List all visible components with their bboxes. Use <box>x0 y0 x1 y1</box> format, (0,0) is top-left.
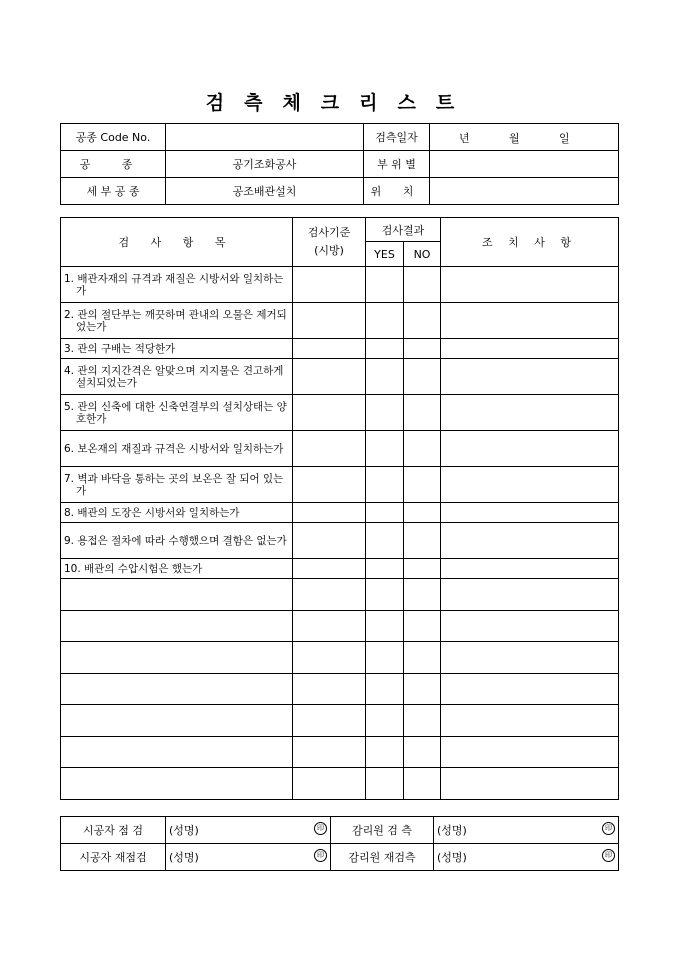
seal-icon: 印 <box>314 822 327 835</box>
date-month-label: 월 <box>509 132 520 145</box>
yes-checkbox[interactable] <box>366 736 404 768</box>
no-checkbox[interactable] <box>404 642 441 674</box>
action-cell[interactable] <box>441 610 619 642</box>
action-cell[interactable] <box>441 768 619 800</box>
col-header-standard-line2: (시방) <box>314 244 344 257</box>
yes-checkbox[interactable] <box>366 359 404 395</box>
yes-checkbox[interactable] <box>366 642 404 674</box>
check-item-text <box>61 673 293 705</box>
yes-checkbox[interactable] <box>366 705 404 737</box>
check-item-text <box>61 579 293 611</box>
action-cell[interactable] <box>441 673 619 705</box>
check-item-label: 7. 벽과 바닥을 통하는 곳의 보온은 잘 되어 있는가 <box>64 472 284 497</box>
yes-checkbox[interactable] <box>366 467 404 503</box>
checklist-row <box>61 610 619 642</box>
standard-cell[interactable] <box>293 642 366 674</box>
name-label: (성명) <box>169 851 199 864</box>
date-year-label: 년 <box>459 132 470 145</box>
yes-checkbox[interactable] <box>366 431 404 467</box>
standard-cell[interactable] <box>293 467 366 503</box>
seal-icon: 印 <box>602 822 615 835</box>
check-item-label: 3. 관의 구배는 적당한가 <box>64 342 176 355</box>
check-item-text <box>61 610 293 642</box>
no-checkbox[interactable] <box>404 673 441 705</box>
no-checkbox[interactable] <box>404 768 441 800</box>
standard-cell[interactable] <box>293 768 366 800</box>
action-cell[interactable] <box>441 359 619 395</box>
action-cell[interactable] <box>441 395 619 431</box>
work-code-field[interactable] <box>166 124 364 151</box>
check-item-label: 2. 관의 절단부는 깨끗하며 관내의 오물은 제거되었는가 <box>64 308 287 333</box>
yes-checkbox[interactable] <box>366 339 404 359</box>
standard-cell[interactable] <box>293 267 366 303</box>
action-cell[interactable] <box>441 339 619 359</box>
standard-cell[interactable] <box>293 705 366 737</box>
location-field[interactable] <box>430 178 619 205</box>
no-checkbox[interactable] <box>404 503 441 523</box>
standard-cell[interactable] <box>293 503 366 523</box>
no-checkbox[interactable] <box>404 339 441 359</box>
checklist-row <box>61 395 619 431</box>
col-header-standard <box>293 218 366 267</box>
col-header-action: 조 치 사 항 <box>441 218 619 267</box>
checklist-row <box>61 431 619 467</box>
check-item-label: 1. 배관자재의 규격과 재질은 시방서와 일치하는가 <box>64 272 284 297</box>
yes-checkbox[interactable] <box>366 303 404 339</box>
name-label: (성명) <box>437 824 467 837</box>
no-checkbox[interactable] <box>404 559 441 579</box>
check-item-text <box>61 503 293 523</box>
standard-cell[interactable] <box>293 339 366 359</box>
standard-cell[interactable] <box>293 673 366 705</box>
action-cell[interactable] <box>441 431 619 467</box>
check-item-text <box>61 467 293 503</box>
no-checkbox[interactable] <box>404 267 441 303</box>
check-item-text <box>61 359 293 395</box>
yes-checkbox[interactable] <box>366 610 404 642</box>
work-type-value[interactable]: 공기조화공사 <box>166 151 364 178</box>
check-item-text <box>61 303 293 339</box>
checklist-row <box>61 705 619 737</box>
supervisor-inspection-label: 감리원 검 측 <box>331 817 434 844</box>
check-item-text <box>61 267 293 303</box>
checklist-row <box>61 642 619 674</box>
page-title: 검측체크리스트 <box>205 92 475 114</box>
action-cell[interactable] <box>441 267 619 303</box>
contractor-inspection-sign[interactable] <box>166 817 331 844</box>
checklist-row <box>61 267 619 303</box>
standard-cell[interactable] <box>293 395 366 431</box>
check-item-text <box>61 339 293 359</box>
col-header-no: NO <box>404 242 441 267</box>
standard-cell[interactable] <box>293 523 366 559</box>
checklist-row <box>61 339 619 359</box>
standard-cell[interactable] <box>293 559 366 579</box>
check-item-label: 10. 배관의 수압시험은 했는가 <box>64 562 203 575</box>
checklist-row <box>61 579 619 611</box>
signature-table <box>60 816 619 871</box>
check-item-text <box>61 431 293 467</box>
yes-checkbox[interactable] <box>366 673 404 705</box>
standard-cell[interactable] <box>293 431 366 467</box>
no-checkbox[interactable] <box>404 359 441 395</box>
action-cell[interactable] <box>441 303 619 339</box>
check-item-label: 9. 용접은 절차에 따라 수행했으며 결함은 없는가 <box>64 534 287 547</box>
checklist-row <box>61 359 619 395</box>
checklist-row <box>61 523 619 559</box>
work-code-label: 공종 Code No. <box>61 124 166 151</box>
standard-cell[interactable] <box>293 303 366 339</box>
inspection-date-field[interactable] <box>430 124 619 151</box>
check-item-text <box>61 559 293 579</box>
check-item-text <box>61 642 293 674</box>
action-cell[interactable] <box>441 523 619 559</box>
no-checkbox[interactable] <box>404 431 441 467</box>
action-cell[interactable] <box>441 642 619 674</box>
check-item-text <box>61 768 293 800</box>
contractor-inspection-label: 시공자 점 검 <box>61 817 166 844</box>
standard-cell[interactable] <box>293 579 366 611</box>
check-item-text <box>61 705 293 737</box>
col-header-item: 검 사 항 목 <box>61 218 293 267</box>
inspection-date-label: 검측일자 <box>364 124 430 151</box>
checklist-table <box>60 217 619 800</box>
yes-checkbox[interactable] <box>366 523 404 559</box>
checklist-row <box>61 673 619 705</box>
action-cell[interactable] <box>441 503 619 523</box>
check-item-label: 5. 관의 신축에 대한 신축연결부의 설치상태는 양호한가 <box>64 400 287 425</box>
no-checkbox[interactable] <box>404 395 441 431</box>
work-type-label: 공 종 <box>61 151 166 178</box>
action-cell[interactable] <box>441 579 619 611</box>
seal-icon: 印 <box>314 849 327 862</box>
yes-checkbox[interactable] <box>366 395 404 431</box>
checklist-row <box>61 303 619 339</box>
check-item-text <box>61 523 293 559</box>
checklist-row <box>61 467 619 503</box>
yes-checkbox[interactable] <box>366 267 404 303</box>
checklist-row <box>61 768 619 800</box>
col-header-yes: YES <box>366 242 404 267</box>
yes-checkbox[interactable] <box>366 579 404 611</box>
action-cell[interactable] <box>441 559 619 579</box>
no-checkbox[interactable] <box>404 705 441 737</box>
header-table <box>60 123 619 205</box>
no-checkbox[interactable] <box>404 610 441 642</box>
date-day-label: 일 <box>559 132 570 145</box>
no-checkbox[interactable] <box>404 303 441 339</box>
supervisor-reinspection-label: 감리원 재검측 <box>331 844 434 871</box>
col-header-result: 검사결과 <box>366 218 441 242</box>
name-label: (성명) <box>437 851 467 864</box>
checklist-row <box>61 503 619 523</box>
action-cell[interactable] <box>441 467 619 503</box>
yes-checkbox[interactable] <box>366 768 404 800</box>
standard-cell[interactable] <box>293 736 366 768</box>
no-checkbox[interactable] <box>404 523 441 559</box>
yes-checkbox[interactable] <box>366 503 404 523</box>
action-cell[interactable] <box>441 705 619 737</box>
standard-cell[interactable] <box>293 359 366 395</box>
name-label: (성명) <box>169 824 199 837</box>
check-item-label: 8. 배관의 도장은 시방서와 일치하는가 <box>64 506 240 519</box>
yes-checkbox[interactable] <box>366 559 404 579</box>
no-checkbox[interactable] <box>404 467 441 503</box>
supervisor-reinspection-sign[interactable] <box>434 844 619 871</box>
part-field[interactable] <box>430 151 619 178</box>
contractor-reinspection-label: 시공자 재점검 <box>61 844 166 871</box>
location-label: 위 치 <box>364 178 430 205</box>
col-header-standard-line1: 검사기준 <box>307 226 351 239</box>
supervisor-inspection-sign[interactable] <box>434 817 619 844</box>
no-checkbox[interactable] <box>404 736 441 768</box>
checklist-row <box>61 559 619 579</box>
check-item-label: 4. 관의 지지간격은 알맞으며 지지물은 견고하게 설치되었는가 <box>64 364 284 389</box>
detail-work-value[interactable]: 공조배관설치 <box>166 178 364 205</box>
check-item-text <box>61 736 293 768</box>
contractor-reinspection-sign[interactable] <box>166 844 331 871</box>
detail-work-label: 세 부 공 종 <box>61 178 166 205</box>
seal-icon: 印 <box>602 849 615 862</box>
check-item-label: 6. 보온재의 재질과 규격은 시방서와 일치하는가 <box>64 442 284 455</box>
no-checkbox[interactable] <box>404 579 441 611</box>
action-cell[interactable] <box>441 736 619 768</box>
standard-cell[interactable] <box>293 610 366 642</box>
part-label: 부 위 별 <box>364 151 430 178</box>
check-item-text <box>61 395 293 431</box>
checklist-row <box>61 736 619 768</box>
